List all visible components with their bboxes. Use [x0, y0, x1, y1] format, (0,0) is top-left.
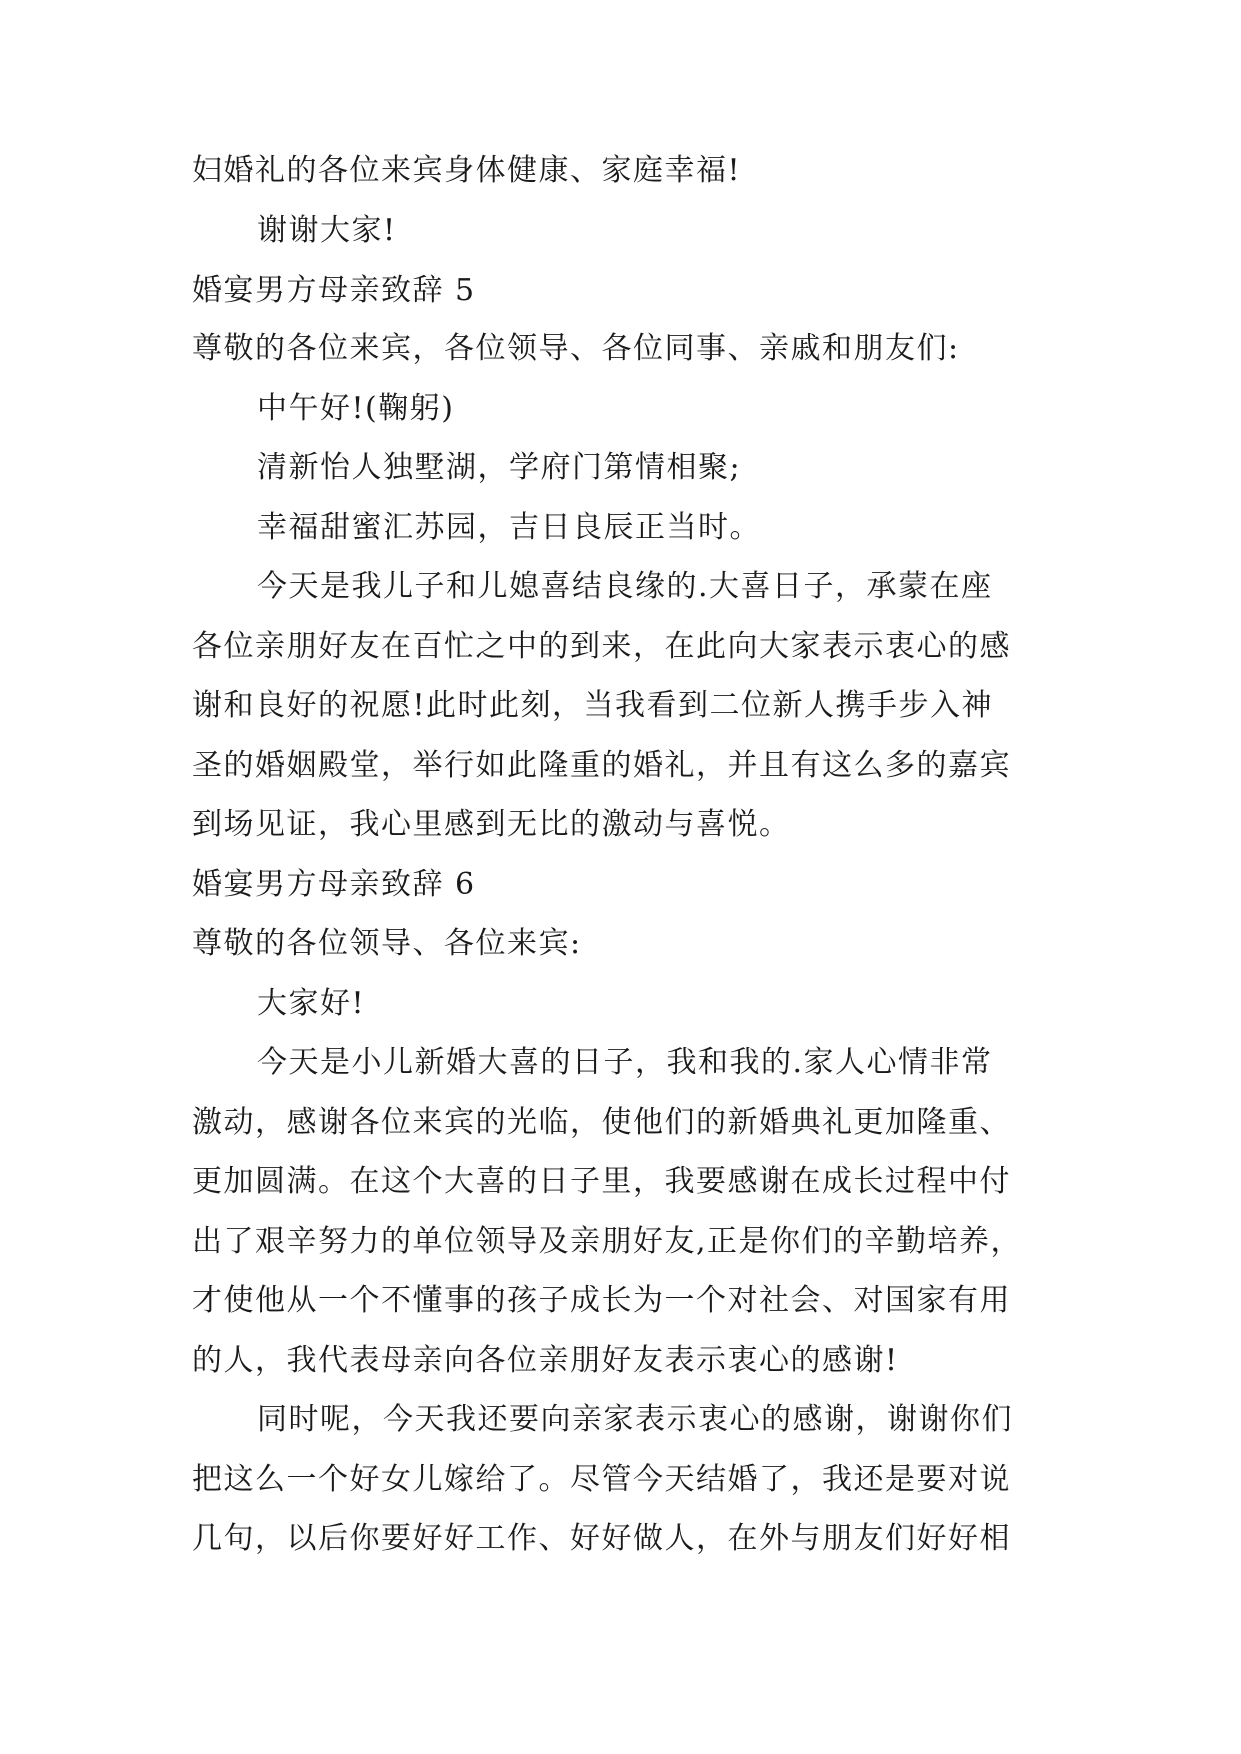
- section-heading: 婚宴男方母亲致辞 5: [192, 273, 476, 308]
- text-line: 清新怡人独墅湖，学府门第情相聚;: [257, 450, 742, 485]
- text-line: 幸福甜蜜汇苏园，吉日良辰正当时。: [257, 510, 761, 545]
- text-line: 到场见证，我心里感到无比的激动与喜悦。: [192, 807, 791, 842]
- text-line: 谢谢大家!: [257, 213, 397, 248]
- text-line: 更加圆满。在这个大喜的日子里，我要感谢在成长过程中付: [192, 1164, 1011, 1199]
- text-line: 妇婚礼的各位来宾身体健康、家庭幸福!: [192, 153, 742, 188]
- text-line: 中午好!(鞠躬): [257, 391, 455, 426]
- text-line: 才使他从一个不懂事的孩子成长为一个对社会、对国家有用: [192, 1283, 1011, 1318]
- text-line: 激动，感谢各位来宾的光临，使他们的新婚典礼更加隆重、: [192, 1105, 1011, 1140]
- text-line: 把这么一个好女儿嫁给了。尽管今天结婚了，我还是要对说: [192, 1462, 1011, 1497]
- salutation: 尊敬的各位领导、各位来宾:: [192, 926, 582, 961]
- text-line: 今天是小儿新婚大喜的日子，我和我的.家人心情非常: [257, 1045, 993, 1080]
- section-heading: 婚宴男方母亲致辞 6: [192, 867, 476, 902]
- text-line: 几句，以后你要好好工作、好好做人，在外与朋友们好好相: [192, 1521, 1011, 1556]
- text-line: 大家好!: [257, 986, 366, 1021]
- salutation: 尊敬的各位来宾，各位领导、各位同事、亲戚和朋友们:: [192, 331, 960, 366]
- text-line: 谢和良好的祝愿!此时此刻，当我看到二位新人携手步入神: [192, 688, 994, 723]
- text-line: 同时呢，今天我还要向亲家表示衷心的感谢，谢谢你们: [257, 1402, 1013, 1437]
- text-line: 的人，我代表母亲向各位亲朋好友表示衷心的感谢!: [192, 1343, 899, 1378]
- text-line: 各位亲朋好友在百忙之中的到来，在此向大家表示衷心的感: [192, 629, 1011, 664]
- text-line: 出了艰辛努力的单位领导及亲朋好友,正是你们的辛勤培养，: [192, 1224, 1023, 1259]
- text-line: 圣的婚姻殿堂，举行如此隆重的婚礼，并且有这么多的嘉宾: [192, 748, 1011, 783]
- text-line: 今天是我儿子和儿媳喜结良缘的.大喜日子，承蒙在座: [257, 569, 993, 604]
